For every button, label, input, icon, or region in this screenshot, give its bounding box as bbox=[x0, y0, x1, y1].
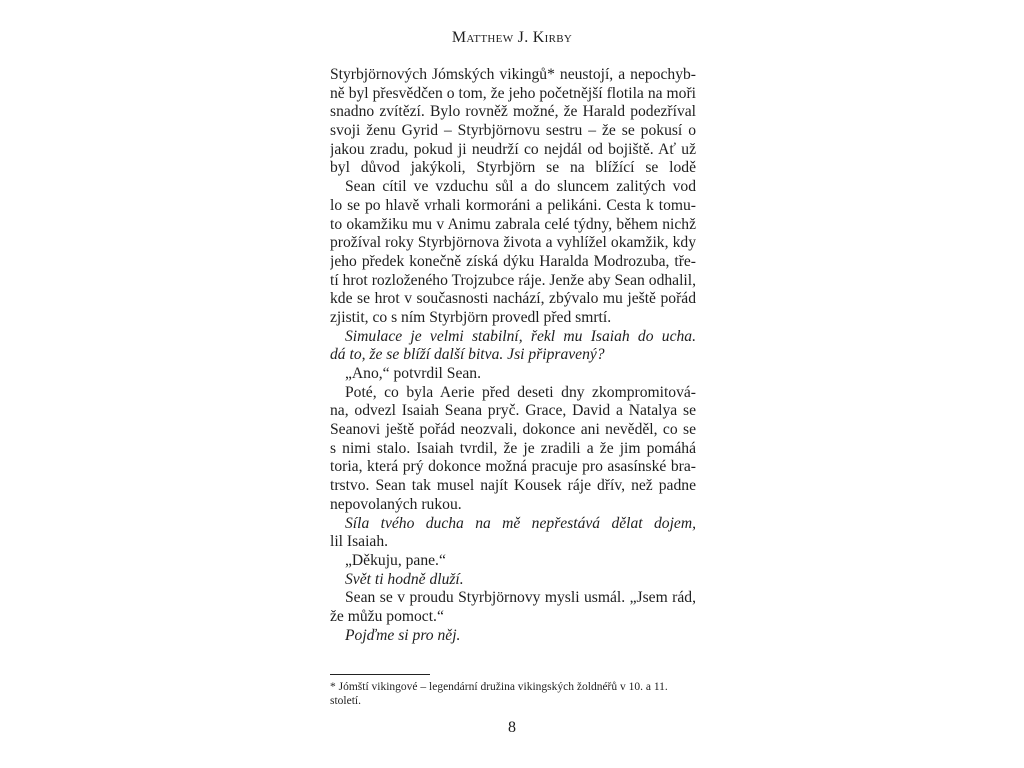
text-line: „Ano,“ potvrdil Sean. bbox=[345, 365, 481, 382]
text-line: svoji ženu Gyrid – Styrbjörnovu sestru – že se pokusí o bbox=[330, 122, 696, 140]
text-line: s nimi stalo. Isaiah tvrdil, že je zradili a že jim pomáhá bbox=[330, 439, 696, 457]
text-line: Styrbjörnových Jómských vikingů* neustojí, a nepochyb- bbox=[330, 66, 696, 83]
running-head: Matthew J. Kirby bbox=[451, 29, 573, 46]
body-text bbox=[330, 66, 696, 645]
text-line: to okamžiku mu v Animu zabrala celé týdny, během nichž bbox=[330, 215, 696, 233]
text-line: Simulace je velmi stabilní, řekl mu Isaiah do ucha. bbox=[345, 327, 696, 345]
text-line: Svět ti hodně dluží. bbox=[345, 570, 464, 588]
text-line: lil Isaiah. bbox=[330, 533, 389, 551]
text-line: ně byl přesvědčen o tom, že jeho početnější flotila na moři bbox=[330, 84, 696, 102]
text-line: jakou zradu, pokud ji neudrží co nejdál od bojiště. Ať už bbox=[330, 140, 696, 158]
text-line: snadno zvítězí. Bylo rovněž možné, že Harald podezříval bbox=[330, 103, 696, 121]
text-line: Sean cítil ve vzduchu sůl a do sluncem zalitých vod bbox=[345, 178, 696, 196]
text-line: Sean se v proudu Styrbjörnovy mysli usmál. „Jsem rád, bbox=[345, 589, 696, 607]
text-line: toria, která prý dokonce možná pracuje pro asasínské bra- bbox=[330, 458, 696, 476]
text-line: na, odvezl Isaiah Seana pryč. Grace, David a Natalya se bbox=[330, 402, 696, 420]
text-line: nepovolaných rukou. bbox=[330, 495, 462, 513]
text-line: tí hrot rozloženého Trojzubce ráje. Jenže aby Sean odhalil, bbox=[330, 271, 696, 289]
text-line: trstvo. Sean tak musel najít Kousek ráje dřív, než padne bbox=[330, 477, 696, 495]
footnote-divider bbox=[330, 674, 430, 675]
text-line: že můžu pomoct.“ bbox=[330, 607, 444, 625]
text-line: „Děkuju, pane.“ bbox=[345, 551, 446, 569]
text-line: Seanovi ještě pořád neozvali, dokonce ani nevěděl, co se bbox=[330, 421, 696, 439]
text-line: dá to, že se blíží další bitva. Jsi připravený? bbox=[330, 346, 605, 364]
text-line: kde se hrot v současnosti nachází, zbývalo mu ještě pořád bbox=[330, 290, 696, 308]
footnote: * Jómští vikingové – legendární družina vikingských žoldnéřů v 10. a 11. století. bbox=[330, 681, 668, 707]
text-line: prožíval roky Styrbjörnova života a vyhlížel okamžik, kdy bbox=[330, 234, 696, 252]
page-number: 8 bbox=[508, 719, 516, 736]
text-line: Poté, co byla Aerie před deseti dny zkompromitová- bbox=[345, 383, 696, 401]
text-line: byl důvod jakýkoli, Styrbjörn se na blížící se lodě bbox=[330, 159, 696, 177]
text-line: Síla tvého ducha na mě nepřestává dělat dojem, bbox=[345, 514, 696, 532]
text-line: zjistit, co s ním Styrbjörn provedl před smrtí. bbox=[330, 308, 612, 326]
text-line: lo se po hlavě vrhali kormoráni a pelikáni. Cesta k tomu- bbox=[330, 196, 696, 214]
text-line: jeho předek konečně získá dýku Haralda Modrozuba, tře- bbox=[330, 252, 696, 270]
text-line: Pojďme si pro něj. bbox=[345, 626, 461, 644]
